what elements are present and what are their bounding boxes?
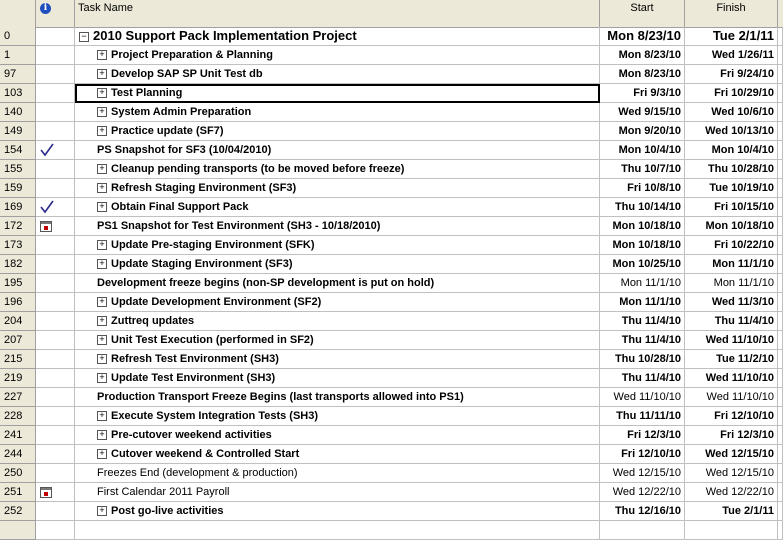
table-row[interactable]: [0, 293, 783, 312]
finish-date-cell[interactable]: Fri 12/3/10: [685, 426, 778, 445]
row-id-cell[interactable]: 227: [0, 388, 36, 407]
task-name-label: Update Test Environment (SH3): [111, 372, 276, 384]
expand-icon[interactable]: +: [97, 335, 107, 345]
task-name-label: PS1 Snapshot for Test Environment (SH3 - 10/18/2010): [97, 220, 381, 232]
task-name-cell[interactable]: [75, 65, 600, 84]
row-id-cell[interactable]: 195: [0, 274, 36, 293]
row-id-cell[interactable]: 244: [0, 445, 36, 464]
table-row[interactable]: [0, 388, 783, 407]
task-name-label: Zuttreq updates: [111, 315, 195, 327]
task-name-cell[interactable]: [75, 350, 600, 369]
finish-date-cell[interactable]: Wed 10/6/10: [685, 103, 778, 122]
task-name-label: 2010 Support Pack Implementation Project: [93, 28, 357, 43]
indicator-cell: [36, 331, 75, 350]
finish-date-cell[interactable]: Fri 12/10/10: [685, 407, 778, 426]
table-row[interactable]: [0, 331, 783, 350]
indicator-cell: [36, 84, 75, 103]
next-column-cell[interactable]: [778, 502, 783, 521]
start-date-cell[interactable]: Thu 11/4/10: [600, 369, 685, 388]
expand-icon[interactable]: +: [97, 164, 107, 174]
finish-date-cell[interactable]: Wed 11/10/10: [685, 369, 778, 388]
indicator-cell: [36, 217, 75, 236]
table-row[interactable]: [0, 84, 783, 103]
task-name-cell[interactable]: [75, 274, 600, 293]
finish-date-cell[interactable]: Wed 11/3/10: [685, 293, 778, 312]
next-column-cell[interactable]: [778, 160, 783, 179]
indicator-cell: [36, 426, 75, 445]
finish-date-cell[interactable]: Fri 10/29/10: [685, 84, 778, 103]
start-date-cell[interactable]: Mon 11/1/10: [600, 293, 685, 312]
table-row[interactable]: [0, 217, 783, 236]
task-name-label: Execute System Integration Tests (SH3): [111, 410, 319, 422]
row-id-cell[interactable]: 154: [0, 141, 36, 160]
task-name-cell[interactable]: [75, 293, 600, 312]
expand-icon[interactable]: +: [97, 297, 107, 307]
indicator-cell: [36, 198, 75, 217]
next-column-cell[interactable]: [778, 217, 783, 236]
task-name-label: Unit Test Execution (performed in SF2): [111, 334, 314, 346]
task-name-label: Test Planning: [111, 87, 183, 99]
indicator-cell: [36, 179, 75, 198]
collapse-icon[interactable]: −: [79, 32, 89, 42]
task-name-cell[interactable]: [75, 84, 600, 103]
finish-date-cell[interactable]: Mon 10/18/10: [685, 217, 778, 236]
row-id-cell[interactable]: 103: [0, 84, 36, 103]
start-date-cell[interactable]: Wed 11/10/10: [600, 388, 685, 407]
select-all-corner[interactable]: [0, 0, 36, 27]
indicator-cell: [36, 388, 75, 407]
task-name-label: Cutover weekend & Controlled Start: [111, 448, 300, 460]
start-date-cell[interactable]: Mon 10/18/10: [600, 236, 685, 255]
start-date-cell[interactable]: Mon 9/20/10: [600, 122, 685, 141]
row-id-cell[interactable]: 140: [0, 103, 36, 122]
finish-date-cell[interactable]: Fri 10/15/10: [685, 198, 778, 217]
start-date-cell[interactable]: Fri 9/3/10: [600, 84, 685, 103]
row-id-cell[interactable]: 155: [0, 160, 36, 179]
finish-date-cell[interactable]: Wed 11/10/10: [685, 331, 778, 350]
table-header: [0, 0, 783, 28]
task-name-label: Pre-cutover weekend activities: [111, 429, 272, 441]
start-date-cell[interactable]: Mon 8/23/10: [600, 65, 685, 84]
start-date-cell[interactable]: Thu 11/4/10: [600, 331, 685, 350]
task-name-label: PS Snapshot for SF3 (10/04/2010): [97, 144, 272, 156]
next-column-cell[interactable]: [778, 65, 783, 84]
row-id-cell[interactable]: 196: [0, 293, 36, 312]
task-name-label: Freezes End (development & production): [97, 467, 298, 479]
task-name-label: Develop SAP SP Unit Test db: [111, 68, 263, 80]
table-row[interactable]: [0, 236, 783, 255]
task-name-label: First Calendar 2011 Payroll: [97, 486, 230, 498]
next-column-cell[interactable]: [778, 46, 783, 65]
table-row[interactable]: [0, 46, 783, 65]
task-name-cell[interactable]: [75, 217, 600, 236]
finish-date-cell[interactable]: Tue 11/2/10: [685, 350, 778, 369]
start-date-cell[interactable]: Thu 12/16/10: [600, 502, 685, 521]
next-column-cell[interactable]: [778, 426, 783, 445]
task-name-column-header[interactable]: Task Name: [75, 0, 600, 27]
start-date-cell[interactable]: Thu 11/11/10: [600, 407, 685, 426]
expand-icon[interactable]: +: [97, 411, 107, 421]
next-column-cell[interactable]: [778, 274, 783, 293]
row-id-cell[interactable]: 204: [0, 312, 36, 331]
indicator-cell: [36, 464, 75, 483]
task-name-label: Update Development Environment (SF2): [111, 296, 322, 308]
indicator-cell: [36, 255, 75, 274]
task-name-cell[interactable]: [75, 122, 600, 141]
table-row[interactable]: [0, 160, 783, 179]
row-id-cell[interactable]: 228: [0, 407, 36, 426]
finish-date-cell[interactable]: Wed 1/26/11: [685, 46, 778, 65]
table-row[interactable]: [0, 179, 783, 198]
row-id-cell[interactable]: 250: [0, 464, 36, 483]
start-date-cell[interactable]: Thu 10/7/10: [600, 160, 685, 179]
expand-icon[interactable]: +: [97, 354, 107, 364]
indicator-cell: [36, 502, 75, 521]
table-row[interactable]: [0, 141, 783, 160]
next-column-cell[interactable]: [778, 388, 783, 407]
start-date-cell[interactable]: Thu 10/14/10: [600, 198, 685, 217]
task-name-cell[interactable]: [75, 407, 600, 426]
expand-icon[interactable]: +: [97, 126, 107, 136]
calendar-constraint-icon: [40, 487, 52, 498]
task-name-label: Refresh Test Environment (SH3): [111, 353, 279, 365]
table-row[interactable]: [0, 255, 783, 274]
start-date-cell[interactable]: Mon 11/1/10: [600, 274, 685, 293]
next-column-cell[interactable]: [778, 141, 783, 160]
start-date-cell[interactable]: Mon 10/18/10: [600, 217, 685, 236]
completed-check-icon: [40, 143, 54, 157]
indicator-cell: [36, 27, 75, 46]
task-name-label: Update Staging Environment (SF3): [111, 258, 293, 270]
table-row[interactable]: [0, 198, 783, 217]
table-row[interactable]: [0, 502, 783, 521]
start-date-cell[interactable]: Fri 12/10/10: [600, 445, 685, 464]
indicator-cell: [36, 236, 75, 255]
indicator-cell: [36, 65, 75, 84]
next-column-cell[interactable]: [778, 483, 783, 502]
finish-date-cell[interactable]: Mon 11/1/10: [685, 255, 778, 274]
task-name-cell[interactable]: [75, 483, 600, 502]
finish-date-cell[interactable]: Wed 12/15/10: [685, 445, 778, 464]
task-name-cell[interactable]: [75, 46, 600, 65]
task-name-cell[interactable]: [75, 103, 600, 122]
finish-date-cell[interactable]: Wed 12/22/10: [685, 483, 778, 502]
row-id-cell[interactable]: 207: [0, 331, 36, 350]
start-date-cell[interactable]: Mon 10/25/10: [600, 255, 685, 274]
next-column-cell[interactable]: [778, 103, 783, 122]
next-column-cell[interactable]: [778, 179, 783, 198]
finish-date-cell[interactable]: Wed 11/10/10: [685, 388, 778, 407]
row-id-cell[interactable]: 182: [0, 255, 36, 274]
table-row[interactable]: [0, 65, 783, 84]
next-column-cell[interactable]: [778, 464, 783, 483]
table-row[interactable]: [0, 103, 783, 122]
next-column-cell[interactable]: [778, 445, 783, 464]
row-id-cell[interactable]: 1: [0, 46, 36, 65]
table-row[interactable]: [0, 27, 783, 46]
task-name-cell[interactable]: [75, 27, 600, 46]
indicator-cell: [36, 274, 75, 293]
finish-date-cell[interactable]: Tue 2/1/11: [685, 502, 778, 521]
row-id-cell[interactable]: 97: [0, 65, 36, 84]
table-row[interactable]: [0, 274, 783, 293]
finish-date-cell[interactable]: Wed 10/13/10: [685, 122, 778, 141]
expand-icon[interactable]: +: [97, 259, 107, 269]
start-date-cell[interactable]: Mon 8/23/10: [600, 46, 685, 65]
indicator-cell: [36, 160, 75, 179]
task-name-cell[interactable]: [75, 369, 600, 388]
finish-column-header[interactable]: Finish: [685, 0, 778, 27]
indicator-cell: [36, 46, 75, 65]
task-name-cell[interactable]: [75, 502, 600, 521]
indicator-cell: [36, 103, 75, 122]
task-name-cell[interactable]: [75, 388, 600, 407]
start-date-cell[interactable]: Fri 10/8/10: [600, 179, 685, 198]
expand-icon[interactable]: +: [97, 506, 107, 516]
task-name-label: Refresh Staging Environment (SF3): [111, 182, 297, 194]
finish-date-cell[interactable]: Mon 11/1/10: [685, 274, 778, 293]
row-id-cell[interactable]: 169: [0, 198, 36, 217]
start-column-header[interactable]: Start: [600, 0, 685, 27]
task-name-cell[interactable]: [75, 179, 600, 198]
finish-date-cell[interactable]: Tue 2/1/11: [685, 27, 778, 46]
row-id-cell[interactable]: 173: [0, 236, 36, 255]
finish-date-cell[interactable]: Fri 10/22/10: [685, 236, 778, 255]
expand-icon[interactable]: +: [97, 240, 107, 250]
task-name-label: Project Preparation & Planning: [111, 49, 273, 61]
expand-icon[interactable]: +: [97, 373, 107, 383]
task-name-cell[interactable]: [75, 236, 600, 255]
start-date-cell[interactable]: Fri 12/3/10: [600, 426, 685, 445]
next-column-cell[interactable]: [778, 312, 783, 331]
table-row[interactable]: [0, 483, 783, 502]
start-date-cell[interactable]: Mon 10/4/10: [600, 141, 685, 160]
task-name-cell[interactable]: [75, 160, 600, 179]
next-column-cell[interactable]: [778, 27, 783, 46]
start-date-cell[interactable]: Mon 8/23/10: [600, 27, 685, 46]
task-name-label: Development freeze begins (non-SP development is put on hold): [97, 277, 435, 289]
task-name-cell[interactable]: [75, 445, 600, 464]
row-id-cell[interactable]: 215: [0, 350, 36, 369]
next-column-cell[interactable]: [778, 369, 783, 388]
indicators-column-header[interactable]: [36, 0, 75, 27]
task-name-label: Cleanup pending transports (to be moved before freeze): [111, 163, 405, 175]
info-icon: i: [40, 3, 51, 14]
next-column-cell[interactable]: [778, 293, 783, 312]
completed-check-icon: [40, 200, 54, 214]
expand-icon[interactable]: +: [97, 430, 107, 440]
task-name-label: Practice update (SF7): [111, 125, 224, 137]
task-name-cell[interactable]: [75, 426, 600, 445]
task-name-cell[interactable]: [75, 255, 600, 274]
task-name-label: Obtain Final Support Pack: [111, 201, 249, 213]
indicator-cell: [36, 122, 75, 141]
start-date-cell[interactable]: Thu 10/28/10: [600, 350, 685, 369]
next-column-cell[interactable]: [778, 122, 783, 141]
expand-icon[interactable]: +: [97, 69, 107, 79]
next-column-cell[interactable]: [778, 255, 783, 274]
row-id-cell[interactable]: 251: [0, 483, 36, 502]
next-column-cell[interactable]: [778, 236, 783, 255]
table-row[interactable]: [0, 369, 783, 388]
table-row[interactable]: [0, 350, 783, 369]
indicator-cell: [36, 483, 75, 502]
finish-date-cell[interactable]: Tue 10/19/10: [685, 179, 778, 198]
next-column-header[interactable]: [778, 0, 783, 27]
expand-icon[interactable]: +: [97, 88, 107, 98]
indicator-cell: [36, 293, 75, 312]
expand-icon[interactable]: +: [97, 202, 107, 212]
row-id-cell[interactable]: 159: [0, 179, 36, 198]
indicator-cell: [36, 350, 75, 369]
table-row[interactable]: [0, 464, 783, 483]
task-name-cell[interactable]: [75, 331, 600, 350]
task-name-cell[interactable]: [75, 312, 600, 331]
finish-date-cell[interactable]: Thu 10/28/10: [685, 160, 778, 179]
indicator-cell: [36, 141, 75, 160]
finish-date-cell[interactable]: Thu 11/4/10: [685, 312, 778, 331]
row-id-cell[interactable]: 172: [0, 217, 36, 236]
task-name-cell[interactable]: [75, 464, 600, 483]
next-column-cell[interactable]: [778, 407, 783, 426]
task-name-label: Post go-live activities: [111, 505, 224, 517]
task-name-label: Production Transport Freeze Begins (last transports allowed into PS1): [97, 391, 464, 403]
row-id-cell[interactable]: 149: [0, 122, 36, 141]
expand-icon[interactable]: +: [97, 183, 107, 193]
table-row[interactable]: [0, 122, 783, 141]
finish-date-cell[interactable]: Wed 12/15/10: [685, 464, 778, 483]
start-date-cell[interactable]: Wed 9/15/10: [600, 103, 685, 122]
next-column-cell[interactable]: [778, 84, 783, 103]
task-name-cell[interactable]: [75, 198, 600, 217]
row-id-cell[interactable]: 219: [0, 369, 36, 388]
task-name-cell[interactable]: [75, 141, 600, 160]
calendar-constraint-icon: [40, 221, 52, 232]
indicator-cell: [36, 407, 75, 426]
row-id-cell[interactable]: 252: [0, 502, 36, 521]
task-name-label: Update Pre-staging Environment (SFK): [111, 239, 315, 251]
table-row[interactable]: [0, 445, 783, 464]
start-date-cell[interactable]: Thu 11/4/10: [600, 312, 685, 331]
task-name-label: System Admin Preparation: [111, 106, 252, 118]
start-date-cell[interactable]: Wed 12/15/10: [600, 464, 685, 483]
next-column-cell[interactable]: [778, 198, 783, 217]
start-date-cell[interactable]: Wed 12/22/10: [600, 483, 685, 502]
next-column-cell[interactable]: [778, 331, 783, 350]
expand-icon[interactable]: +: [97, 50, 107, 60]
indicator-cell: [36, 312, 75, 331]
expand-icon[interactable]: +: [97, 316, 107, 326]
expand-icon[interactable]: +: [97, 107, 107, 117]
row-id-cell[interactable]: 241: [0, 426, 36, 445]
next-column-cell[interactable]: [778, 350, 783, 369]
finish-date-cell[interactable]: Mon 10/4/10: [685, 141, 778, 160]
indicator-cell: [36, 445, 75, 464]
table-row[interactable]: [0, 407, 783, 426]
table-row[interactable]: [0, 312, 783, 331]
indicator-cell: [36, 369, 75, 388]
row-id-cell[interactable]: 0: [0, 27, 36, 46]
finish-date-cell[interactable]: Fri 9/24/10: [685, 65, 778, 84]
expand-icon[interactable]: +: [97, 449, 107, 459]
table-row[interactable]: [0, 426, 783, 445]
